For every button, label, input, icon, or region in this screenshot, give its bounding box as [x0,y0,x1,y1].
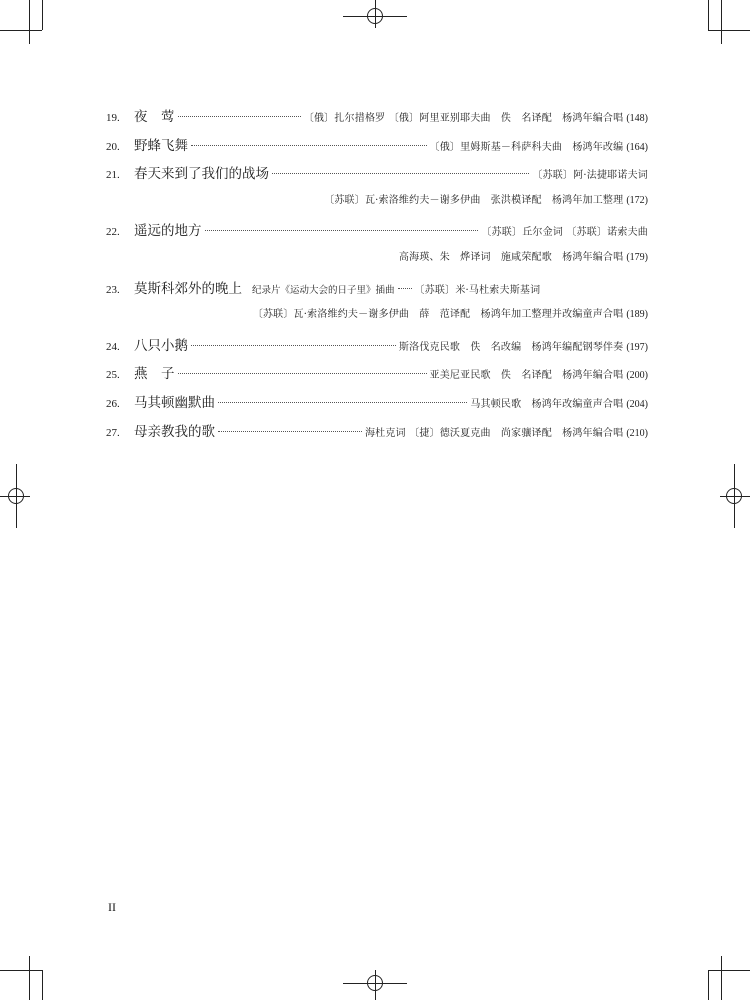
entry-credit: 亚美尼亚民歌 佚 名译配 杨鸿年编合唱 [429,370,624,382]
entry-title: 遥远的地方 [134,223,202,240]
entry-page: (200) [626,370,648,382]
entry-credit: 〔苏联〕米·马杜索夫斯基词 [414,284,541,296]
entry-title: 燕 子 [134,366,175,383]
entry-title: 莫斯科郊外的晚上 [134,280,242,297]
entry-number: 21. [106,169,120,182]
entry-number: 20. [106,140,120,153]
toc-entry-24[interactable] [106,334,648,363]
leader-dots [191,345,396,346]
entry-note: 纪录片《运动大会的日子里》插曲 [252,284,395,296]
entry-number: 24. [106,340,120,353]
entry-title: 马其顿幽默曲 [134,394,215,411]
entry-credit-continued: 高海瑛、朱 烨译词 施咸荣配歌 杨鸿年编合唱 [398,251,624,263]
entry-credit: 〔俄〕扎尔措格罗 〔俄〕阿里亚别耶夫曲 佚 名译配 杨鸿年编合唱 [303,113,624,124]
entry-credit-continued: 〔苏联〕瓦·索洛维约夫－谢多伊曲 薛 范译配 杨鸿年加工整理并改编童声合唱 [252,309,624,321]
entry-credit: 马其顿民歌 杨鸿年改编童声合唱 [470,398,624,410]
entry-credit: 斯洛伐克民歌 佚 名改编 杨鸿年编配钢琴伴奏 [398,341,624,353]
entry-title: 夜 莺 [134,109,175,125]
toc-entry-22[interactable] [106,219,648,248]
toc-entry-19[interactable] [106,105,648,134]
entry-title: 八只小鹅 [134,337,188,354]
leader-dots [272,173,529,174]
entry-number: 23. [106,283,120,296]
entry-page: (204) [626,398,648,410]
leader-dots [191,145,427,146]
toc-entry-22-continued [106,248,648,277]
entry-number: 19. [106,112,120,124]
toc-entry-25[interactable] [106,362,648,391]
entry-number: 25. [106,369,120,382]
entry-credit-continued: 〔苏联〕瓦·索洛维约夫－谢多伊曲 张洪模译配 杨鸿年加工整理 [324,194,624,206]
toc-entry-20[interactable] [106,134,648,163]
entry-number: 27. [106,426,120,439]
entry-number: 22. [106,226,120,239]
entry-credit: 海杜克词 〔捷〕德沃夏克曲 尚家骧译配 杨鸿年编合唱 [364,427,624,439]
entry-page: (179) [626,251,648,263]
toc-entry-23-continued [106,305,648,334]
leader-dots [218,402,467,403]
toc-entry-21[interactable] [106,162,648,191]
entry-page: (172) [626,194,648,206]
leader-dots [398,288,412,289]
table-of-contents [106,105,648,448]
leader-dots [178,373,427,374]
entry-page: (164) [626,141,648,153]
entry-title: 春天来到了我们的战场 [134,166,269,183]
leader-dots [178,116,301,117]
toc-entry-23[interactable] [106,277,648,306]
page-folio: II [108,900,116,914]
leader-dots [218,431,362,432]
entry-title: 母亲教我的歌 [134,423,215,440]
toc-entry-21-continued [106,191,648,220]
toc-entry-27[interactable] [106,420,648,449]
entry-page: (210) [626,427,648,439]
entry-credit: 〔苏联〕阿·法捷耶诺夫词 [532,170,648,182]
entry-title: 野蜂飞舞 [134,137,188,154]
entry-credit: 〔俄〕里姆斯基－科萨科夫曲 杨鸿年改编 [429,141,624,153]
entry-number: 26. [106,397,120,410]
toc-entry-26[interactable] [106,391,648,420]
entry-credit: 〔苏联〕丘尔金词 〔苏联〕诺索夫曲 [481,227,648,239]
entry-page: (189) [626,309,648,321]
leader-dots [205,230,479,231]
entry-page: (148) [626,113,648,124]
entry-page: (197) [626,341,648,353]
